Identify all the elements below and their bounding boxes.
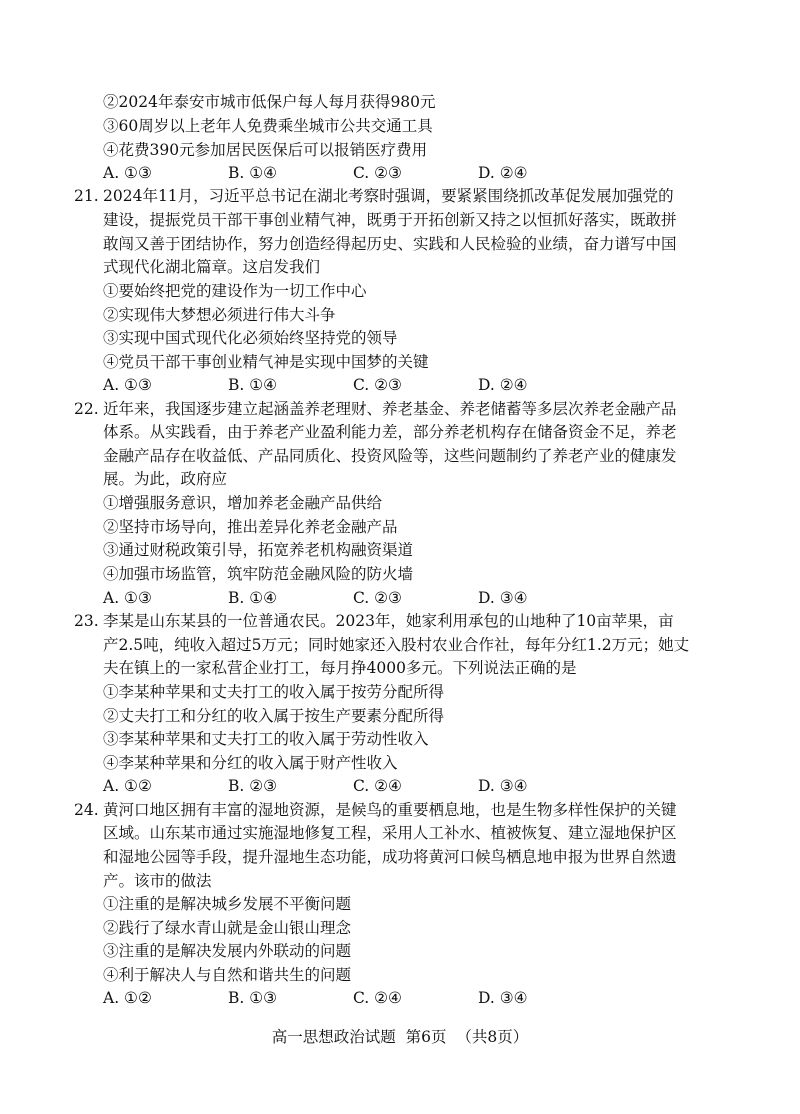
q24-choice-a: A. ①②: [103, 989, 152, 1007]
q22-option-2: ②坚持市场导向，推出差异化养老金融产品: [103, 518, 398, 536]
q20-option-2: ②2024年泰安市城市低保户每人每月获得980元: [103, 93, 436, 111]
q21-option-4: ④党员干部干事创业精气神是实现中国梦的关键: [103, 353, 429, 371]
q23-stem-text-1: 李某是山东某县的一位普通农民。2023年，她家利用承包的山地种了10亩苹果，亩: [103, 612, 674, 630]
q24-option-2: ②践行了绿水青山就是金山银山理念: [103, 919, 352, 937]
q21-choice-c: C. ②③: [353, 376, 402, 394]
q23-choice-a: A. ①②: [103, 777, 152, 795]
q22-stem-line-2: 体系。从实践看，由于养老产业盈利能力差，部分养老机构存在储备资金不足，养老: [103, 423, 677, 441]
q22-choice-d: D. ③④: [478, 589, 528, 607]
q23-choice-d: D. ③④: [478, 777, 528, 795]
q21-stem-line-1: [74, 185, 674, 207]
q24-option-4: ④利于解决人与自然和谐共生的问题: [103, 966, 352, 984]
q22-stem-text-1: 近年来，我国逐步建立起涵盖养老理财、养老基金、养老储蓄等多层次养老金融产品: [103, 400, 677, 418]
q20-choice-a: A. ①③: [103, 164, 152, 182]
q22-choice-a: A. ①③: [103, 589, 152, 607]
q23-stem-line-1: [74, 610, 674, 632]
q24-choice-d: D. ③④: [478, 989, 528, 1007]
q22-option-4: ④加强市场监管，筑牢防范金融风险的防火墙: [103, 565, 414, 583]
q21-number: 21.: [74, 187, 99, 205]
q20-option-3: ③60周岁以上老年人免费乘坐城市公共交通工具: [103, 117, 433, 135]
q23-option-1: ①李某种苹果和丈夫打工的收入属于按劳分配所得: [103, 683, 445, 701]
q24-stem-line-4: 产。该市的做法: [103, 872, 212, 890]
q20-choice-b: B. ①④: [228, 164, 278, 182]
q21-stem-line-4: 式现代化湖北篇章。这启发我们: [103, 258, 321, 276]
q20-choice-c: C. ②③: [353, 164, 402, 182]
q23-option-4: ④李某种苹果和分红的收入属于财产性收入: [103, 754, 398, 772]
q22-stem-line-3: 金融产品存在收益低、产品同质化、投资风险等，这些问题制约了养老产业的健康发: [103, 447, 677, 465]
q24-stem-line-1: [74, 799, 677, 821]
q21-choice-b: B. ①④: [228, 376, 278, 394]
q24-stem-text-1: 黄河口地区拥有丰富的湿地资源，是候鸟的重要栖息地，也是生物多样性保护的关键: [103, 801, 677, 819]
q21-option-1: ①要始终把党的建设作为一切工作中心: [103, 282, 367, 300]
q23-option-2: ②丈夫打工和分红的收入属于按生产要素分配所得: [103, 707, 445, 725]
q21-choice-a: A. ①③: [103, 376, 152, 394]
q22-option-1: ①增强服务意识，增加养老金融产品供给: [103, 494, 383, 512]
q24-number: 24.: [74, 801, 99, 819]
q24-stem-line-3: 和湿地公园等手段，提升湿地生态功能，成功将黄河口候鸟栖息地申报为世界自然遗: [103, 848, 677, 866]
q21-stem-line-2: 建设，提振党员干部干事创业精气神，既勇于开拓创新又持之以恒抓好落实，既敢拼: [103, 211, 677, 229]
q23-stem-line-3: 夫在镇上的一家私营企业打工，每月挣4000多元。下列说法正确的是: [103, 659, 577, 677]
q21-option-3: ③实现中国式现代化必须始终坚持党的领导: [103, 329, 398, 347]
page-footer: 高一思想政治试题 第6页 （共8页）: [271, 1028, 529, 1046]
q21-option-2: ②实现伟大梦想必须进行伟大斗争: [103, 306, 336, 324]
q23-option-3: ③李某种苹果和丈夫打工的收入属于劳动性收入: [103, 730, 429, 748]
q24-choice-c: C. ②④: [353, 989, 402, 1007]
q21-stem-line-3: 敢闯又善于团结协作，努力创造经得起历史、实践和人民检验的业绩，奋力谱写中国: [103, 235, 677, 253]
q22-number: 22.: [74, 400, 99, 418]
q23-stem-line-2: 产2.5吨，纯收入超过5万元；同时她家还入股村农业合作社，每年分红1.2万元；她丈: [103, 636, 690, 654]
q22-choice-c: C. ②③: [353, 589, 402, 607]
q22-stem-line-4: 展。为此，政府应: [103, 470, 228, 488]
q24-option-3: ③注重的是解决发展内外联动的问题: [103, 942, 352, 960]
q24-choice-b: B. ①③: [228, 989, 278, 1007]
q22-option-3: ③通过财税政策引导，拓宽养老机构融资渠道: [103, 541, 414, 559]
q24-stem-line-2: 区域。山东某市通过实施湿地修复工程，采用人工补水、植被恢复、建立湿地保护区: [103, 824, 677, 842]
q23-choice-b: B. ②③: [228, 777, 278, 795]
q20-option-4: ④花费390元参加居民医保后可以报销医疗费用: [103, 141, 428, 159]
q24-option-1: ①注重的是解决城乡发展不平衡问题: [103, 895, 352, 913]
q23-choice-c: C. ②④: [353, 777, 402, 795]
q23-number: 23.: [74, 612, 99, 630]
q22-choice-b: B. ①④: [228, 589, 278, 607]
q21-choice-d: D. ②④: [478, 376, 528, 394]
q22-stem-line-1: [74, 398, 677, 420]
q21-stem-text-1: 2024年11月，习近平总书记在湖北考察时强调，要紧紧围绕抓改革促发展加强党的: [103, 187, 674, 205]
q20-choice-d: D. ②④: [478, 164, 528, 182]
